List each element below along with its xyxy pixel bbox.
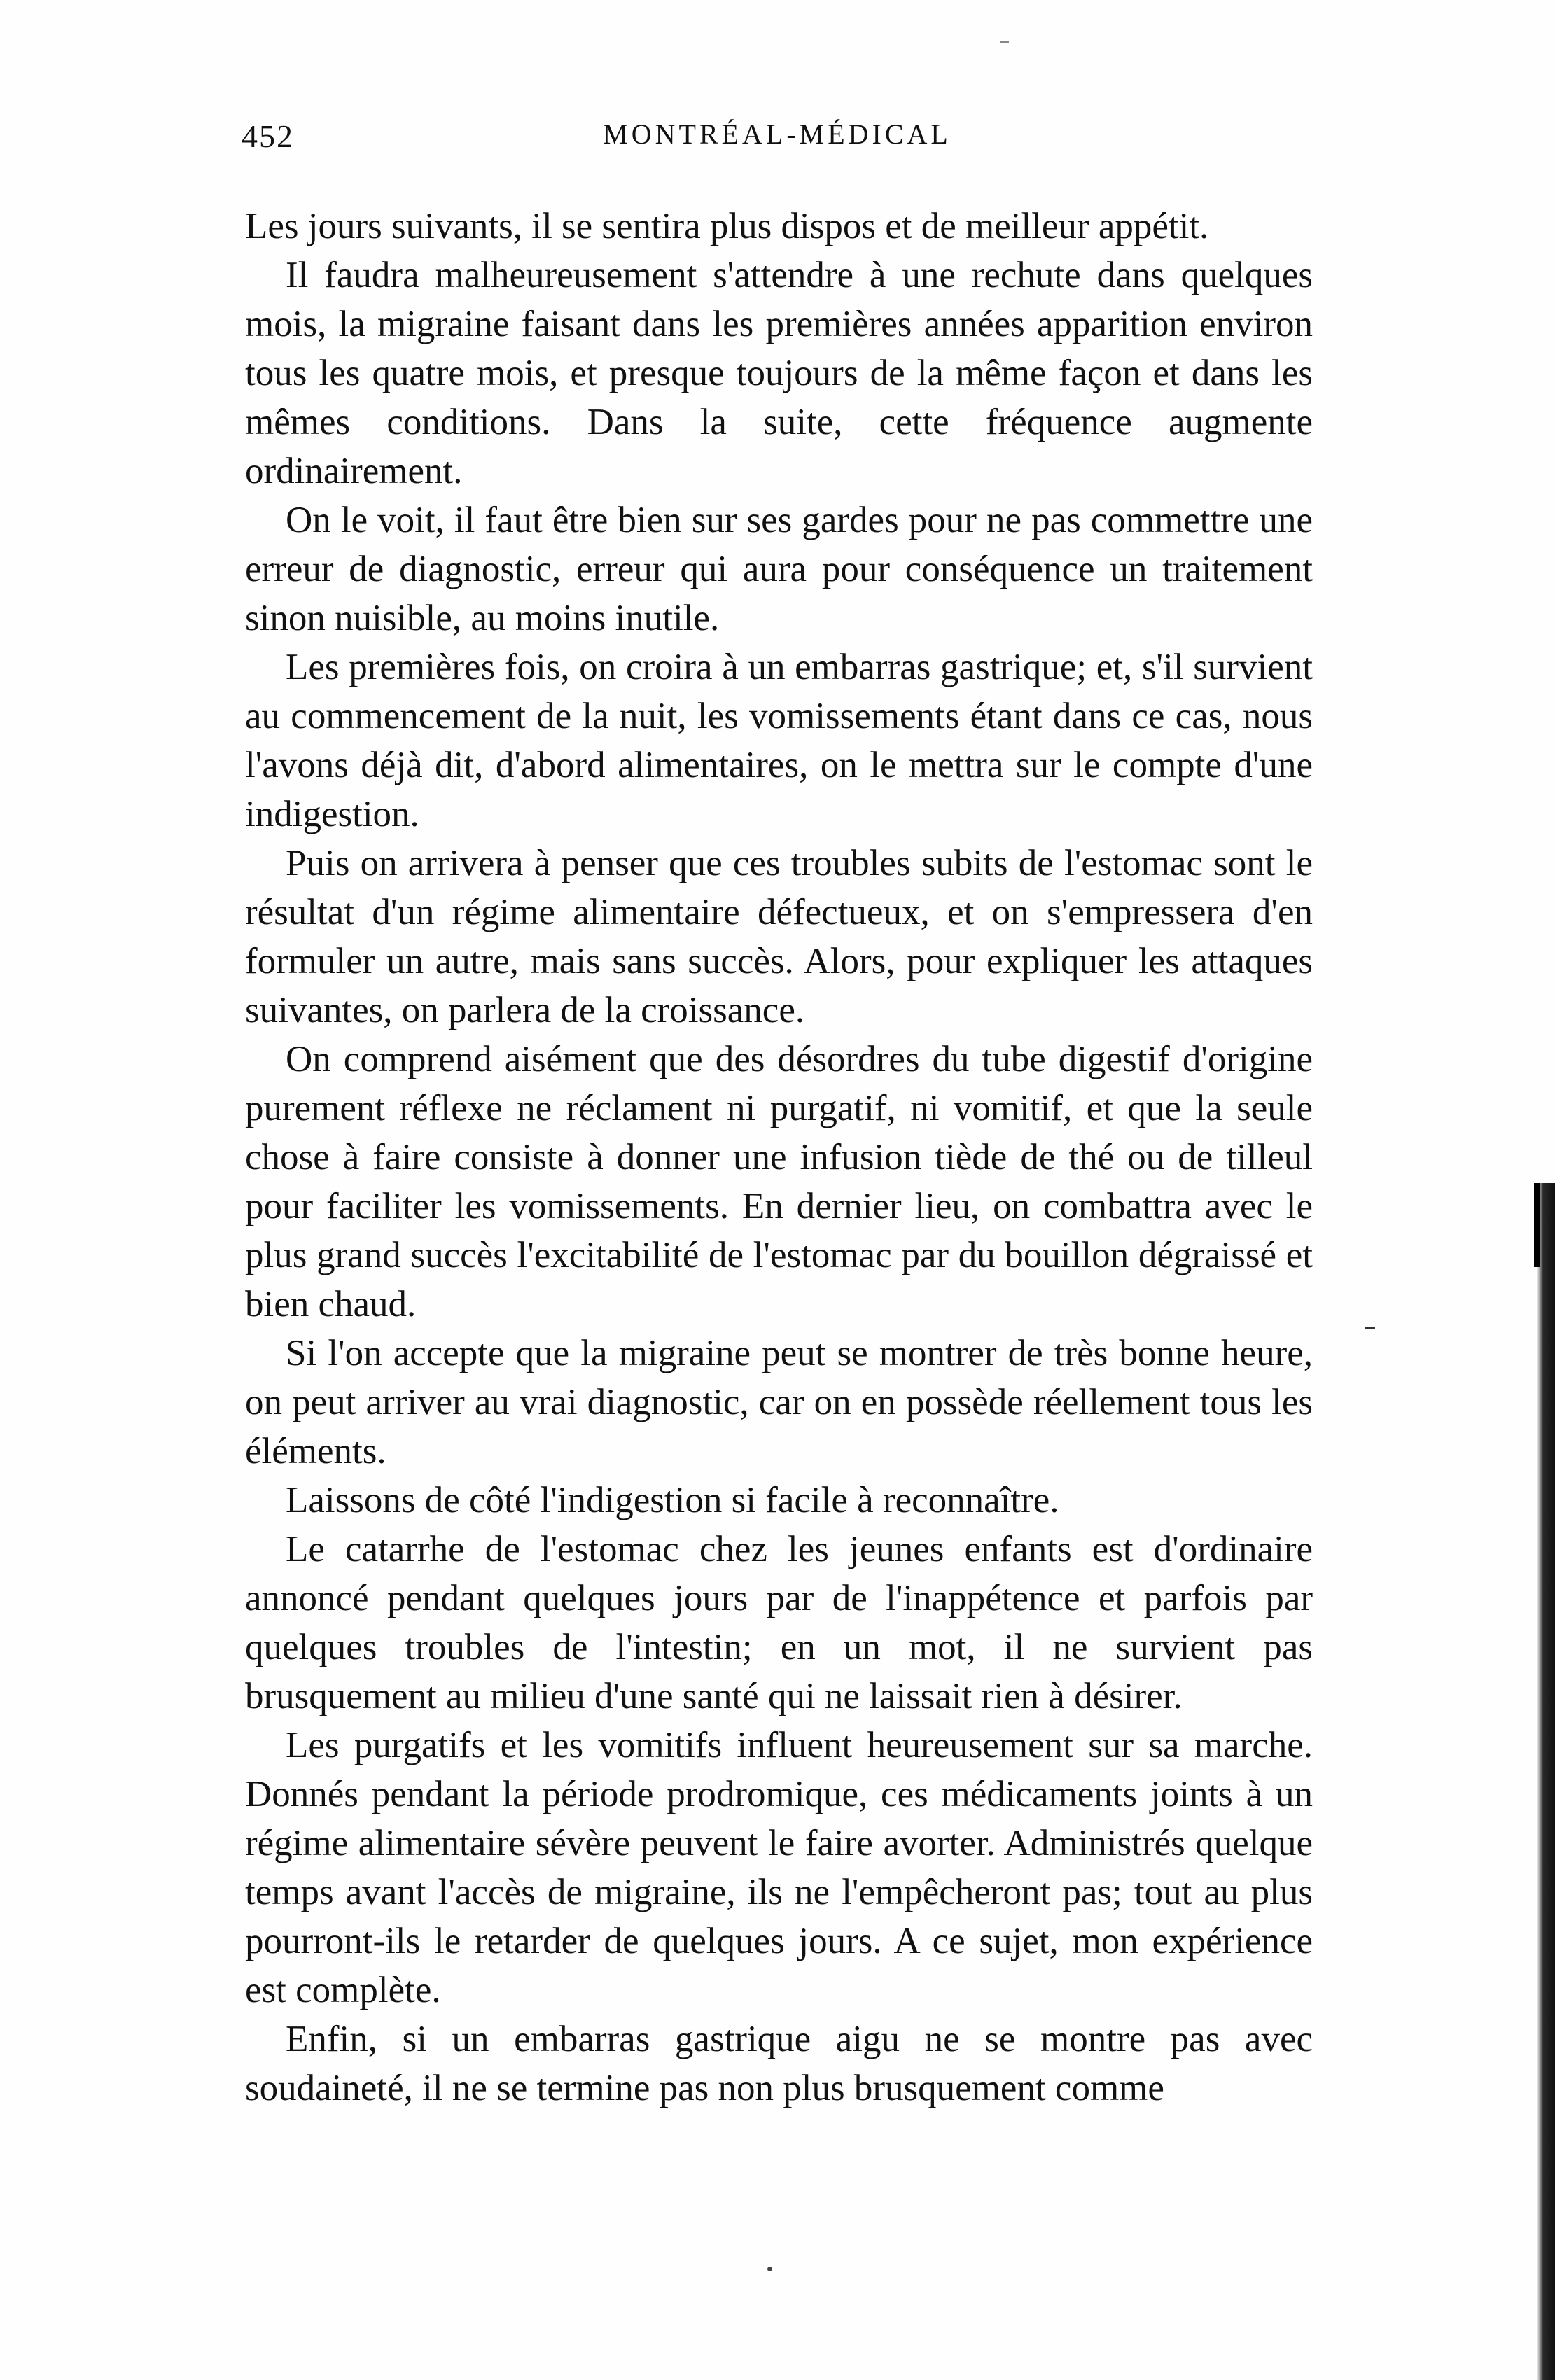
running-head — [242, 118, 1313, 160]
paragraph: Les premières fois, on croira à un embarras gastrique; et, s'il survient au commencement de la nuit, les vomissements étant dans ce cas, nous l'avons déjà dit, d'abord alimentaires, on le mettra sur le compte d'une indigestion. — [245, 647, 1313, 834]
journal-title: MONTRÉAL-MÉDICAL — [603, 118, 951, 150]
paragraph: Les purgatifs et les vomitifs influent heureusement sur sa marche. Donnés pendant la période prodromique, ces médicaments joints à un régime alimentaire sévère peuvent le faire avorter. Administrés quelque temps avant l'accès de migraine, ils ne l'empêcheront pas; tout au plus pourront-ils le retarder de quelques jours. A ce sujet, mon expérience est complète. — [245, 1725, 1313, 2010]
paragraph: Puis on arrivera à penser que ces troubles subits de l'estomac sont le résultat d'un régime alimentaire défectueux, et on s'empressera d'en formuler un autre, mais sans succès. Alors, pour expliquer les attaques suivantes, on parlera de la croissance. — [245, 843, 1313, 1030]
paragraph-continuation: Les jours suivants, il se sentira plus dispos et de meilleur appétit. — [245, 206, 1209, 246]
paragraph: On comprend aisément que des désordres du tube digestif d'origine purement réflexe ne réclament ni purgatif, ni vomitif, et que la seule chose à faire consiste à donner une infusion tiède de thé ou de tilleul pour faciliter les vomissements. En dernier lieu, on combattra avec le plus grand succès l'excitabilité de l'estomac par du bouillon dégraissé et bien chaud. — [245, 1039, 1313, 1324]
scan-speck — [767, 2267, 772, 2272]
paragraph: Laissons de côté l'indigestion si facile à reconnaître. — [286, 1480, 1059, 1520]
paragraph: On le voit, il faut être bien sur ses gardes pour ne pas commettre une erreur de diagnostic, erreur qui aura pour conséquence un traitement sinon nuisible, au moins inutile. — [245, 500, 1313, 638]
scan-edge-shadow — [1534, 1183, 1540, 1267]
paragraph: Le catarrhe de l'estomac chez les jeunes enfants est d'ordinaire annoncé pendant quelques jours par de l'inappétence et parfois par quelques troubles de l'intestin; en un mot, il ne survient pas brusquement au milieu d'une santé qui ne laissait rien à désirer. — [245, 1529, 1313, 1716]
scan-speck — [1365, 1326, 1375, 1329]
scan-edge-shadow — [1537, 1183, 1555, 2380]
paragraph: Il faudra malheureusement s'attendre à une rechute dans quelques mois, la migraine faisant dans les premières années apparition environ tous les quatre mois, et presque toujours de la même façon et dans les mêmes conditions. Dans la suite, cette fréquence augmente ordinairement. — [245, 255, 1313, 491]
paragraph: Si l'on accepte que la migraine peut se montrer de très bonne heure, on peut arriver au vrai diagnostic, car on en possède réellement tous les éléments. — [245, 1333, 1313, 1471]
page-number: 452 — [242, 118, 294, 154]
body-text — [245, 202, 1313, 2113]
paragraph: Enfin, si un embarras gastrique aigu ne se montre pas avec soudaineté, il ne se termine pas non plus brusquement comme — [245, 2019, 1313, 2108]
scan-speck — [1000, 41, 1009, 43]
